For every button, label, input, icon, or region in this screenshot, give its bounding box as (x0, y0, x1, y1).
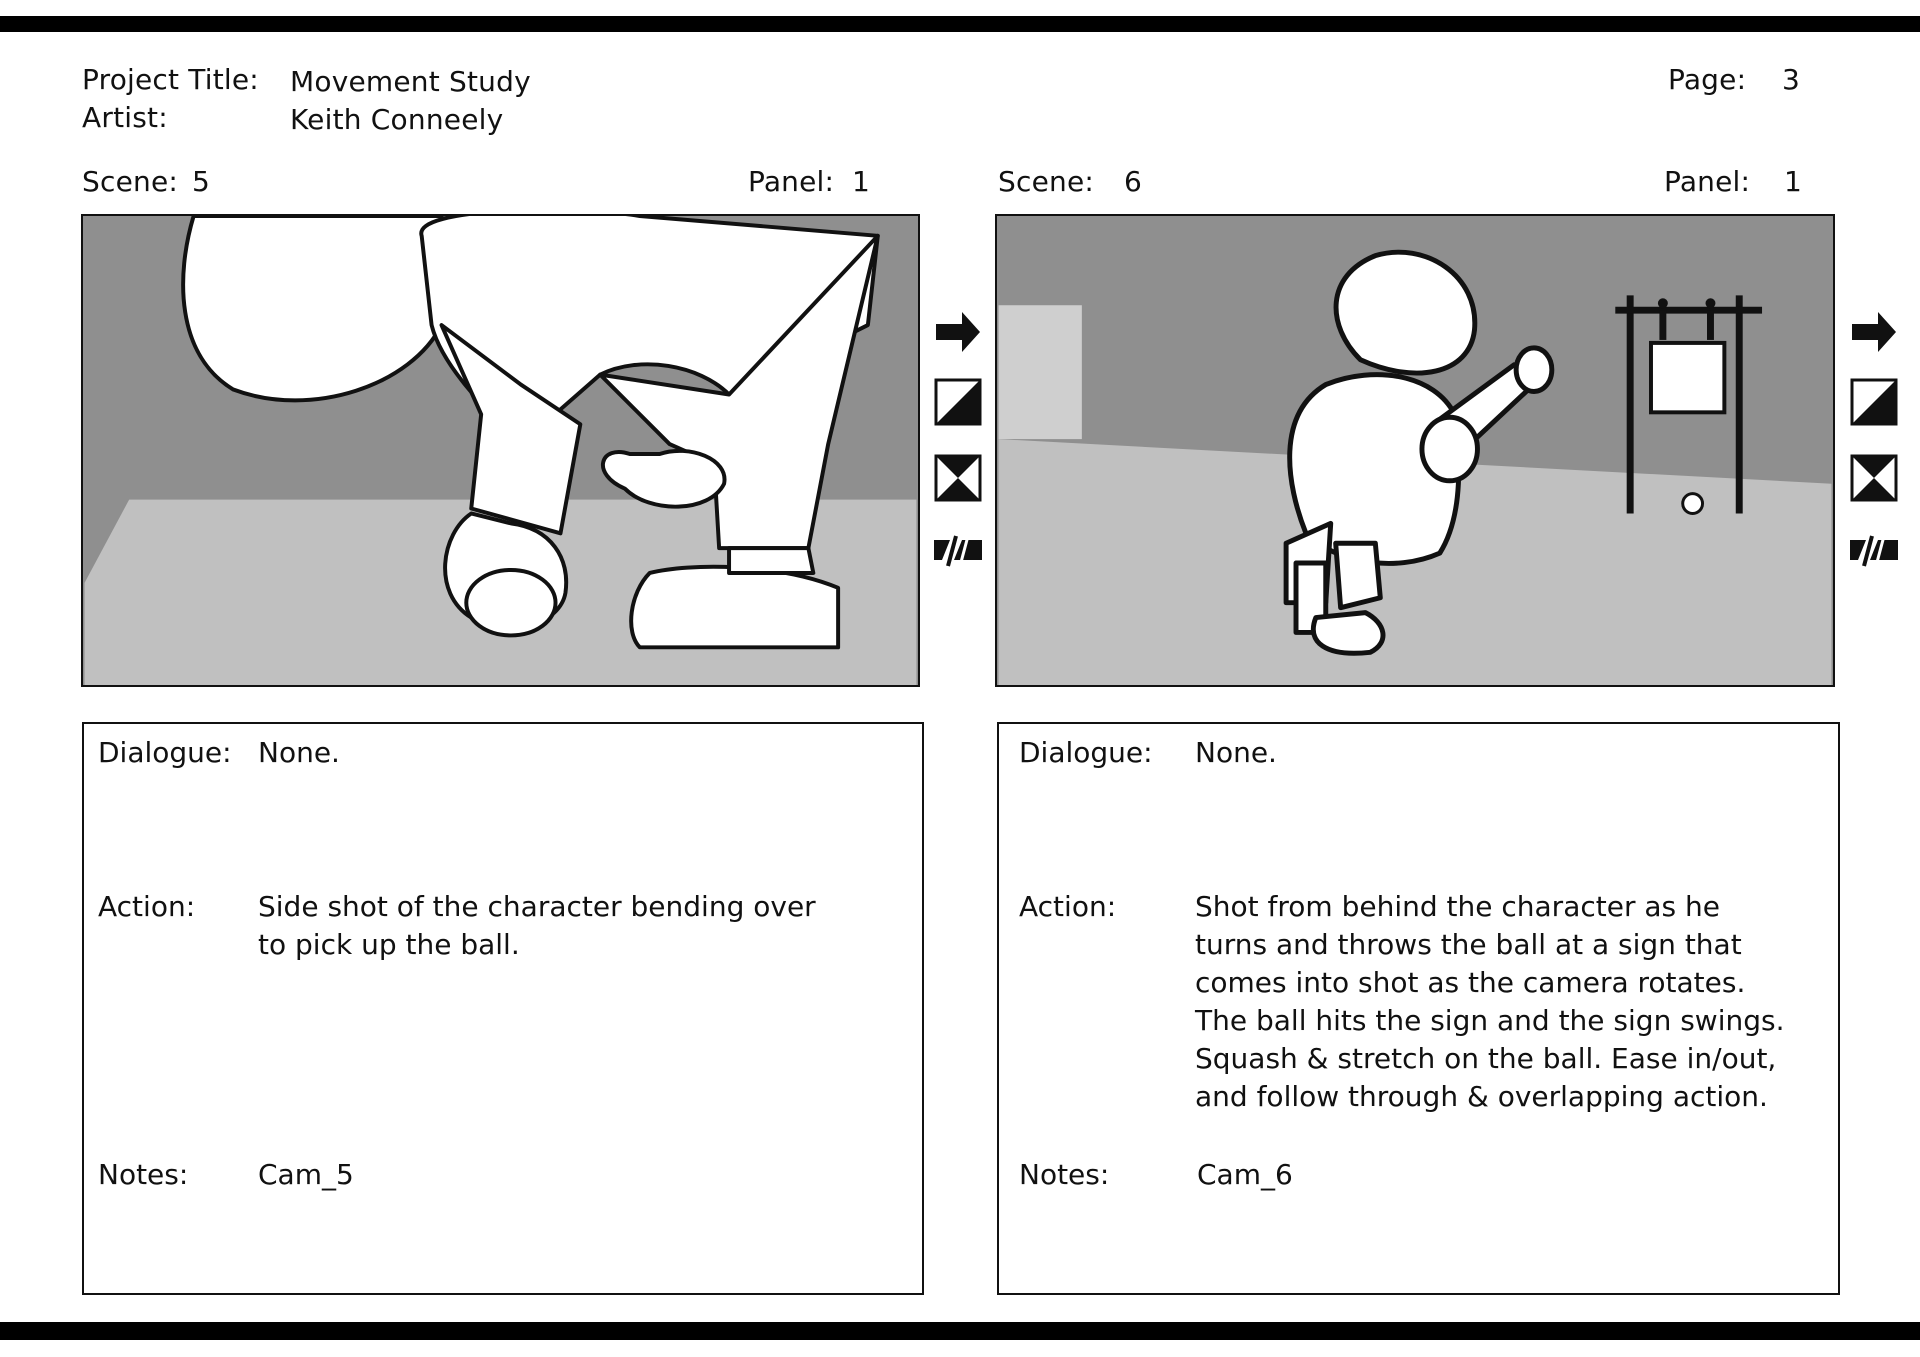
artist-label: Artist: (82, 101, 168, 134)
half-diagonal-icon (934, 378, 982, 426)
frame-1-drawing (83, 216, 918, 685)
action-text-2: Shot from behind the character as he turns and throws the ball at a sign that comes into shot as the camera rotates. The ball hits the sign and the sign swings. Squash & stretch on the ball. Ease in/out, and follow through & overlapping action. (1195, 890, 1785, 1113)
scene-number-1: 5 (192, 165, 211, 198)
panel-number-2: 1 (1784, 165, 1803, 198)
artist-name: Keith Conneely (290, 103, 504, 136)
dialogue-text-1: None. (258, 736, 340, 769)
scene-number-2: 6 (1124, 165, 1143, 198)
dialogue-text-2: None. (1195, 736, 1277, 769)
top-border-bar (0, 16, 1920, 32)
notes-text-2: Cam_6 (1197, 1158, 1293, 1191)
action-label-2: Action: (1019, 890, 1117, 923)
project-title-label: Project Title: (82, 63, 259, 96)
frame-2-drawing (997, 216, 1833, 685)
page-label: Page: (1668, 63, 1747, 96)
action-label-1: Action: (98, 890, 196, 923)
hourglass-icon (934, 454, 982, 502)
arrow-right-icon (934, 308, 982, 356)
storyboard-frame-2 (995, 214, 1835, 687)
bottom-border-bar (0, 1322, 1920, 1340)
panel-number-1: 1 (852, 165, 871, 198)
slash-cut-icon (934, 526, 982, 574)
notes-label-2: Notes: (1019, 1158, 1110, 1191)
half-diagonal-icon (1850, 378, 1898, 426)
panel-label-2: Panel: (1664, 165, 1751, 198)
slash-cut-icon (1850, 526, 1898, 574)
dialogue-label-1: Dialogue: (98, 736, 232, 769)
project-title: Movement Study (290, 65, 531, 98)
hourglass-icon (1850, 454, 1898, 502)
notes-label-1: Notes: (98, 1158, 189, 1191)
notes-box-1 (82, 722, 924, 1295)
notes-box-2 (997, 722, 1840, 1295)
storyboard-frame-1 (81, 214, 920, 687)
arrow-right-icon (1850, 308, 1898, 356)
scene-label-2: Scene: (998, 165, 1095, 198)
notes-text-1: Cam_5 (258, 1158, 354, 1191)
panel-label-1: Panel: (748, 165, 835, 198)
page-number: 3 (1782, 63, 1801, 96)
scene-label-1: Scene: (82, 165, 179, 198)
dialogue-label-2: Dialogue: (1019, 736, 1153, 769)
action-text-1: Side shot of the character bending over to pick up the ball. (258, 890, 816, 961)
